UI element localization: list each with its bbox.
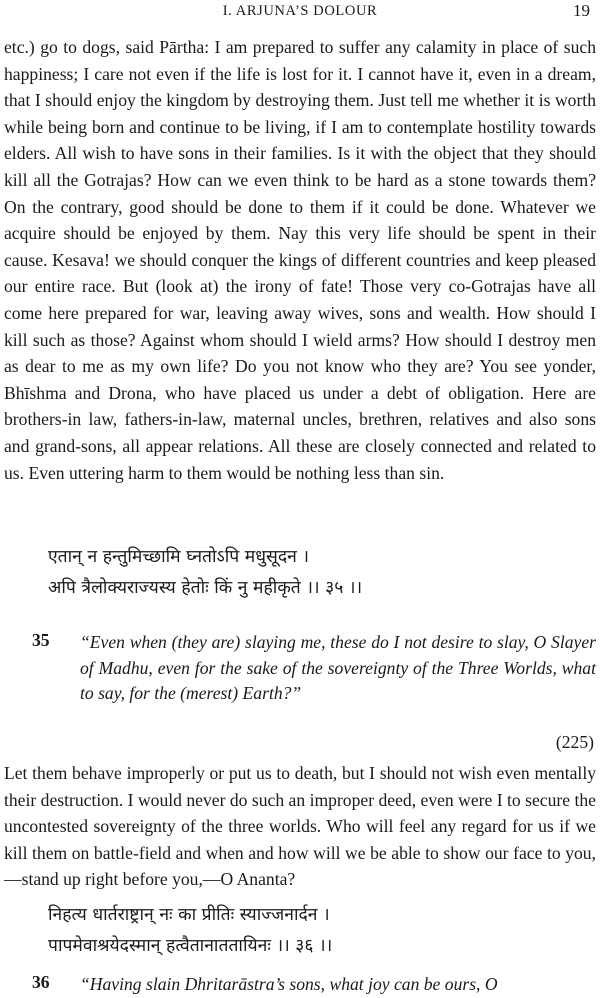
verse-line: अपि त्रैलोक्यराज्यस्य हेतोः किं नु महीकृते ।। ३५ ।।: [48, 578, 363, 598]
page-number: 19: [573, 1, 590, 20]
verse-line: एतान् न हन्तुमिच्छामि घ्नतोऽपि मधुसूदन ।: [48, 547, 310, 567]
verse-line: निहत्य धार्तराष्ट्रान् नः का प्रीतिः स्याज्जनार्दन ।: [48, 905, 330, 925]
translation-text: “Even when (they are) slaying me, these do I not desire to slay, O Slayer of Madhu, even for the sake of the sovereignty of the Three Worlds, what to say, for the (merest) Earth?”: [80, 632, 596, 703]
sanskrit-verse-36: [48, 900, 598, 962]
running-title: I. ARJUNA’S DOLOUR: [222, 3, 378, 19]
verse-number: 35: [32, 630, 50, 650]
verse-line: पापमेवाश्रयेदस्मान् हत्वैतानाततायिनः ।। ३६ ।।: [48, 936, 333, 956]
commentary-paragraph-2: Let them behave improperly or put us to death, but I should not wish even mentally their destruction. I would never do such an improper deed, even were I to secure the uncontested sovereignty of the three worlds. Who will feel any regard for us if we kill them on battle-field and when and how will we be able to show our face to you,—stand up right before you,—O Ananta?: [4, 763, 596, 890]
translation-text: “Having slain Dhritarāstra’s sons, what joy can be ours, O: [80, 974, 498, 994]
verse-number: 36: [32, 972, 50, 992]
translation-35: [0, 630, 600, 760]
ovi-reference: (225): [555, 732, 594, 752]
commentary-paragraph-1: etc.) go to dogs, said Pārtha: I am prepared to suffer any calamity in place of such happiness; I care not even if the life is lost for it. I cannot have it, even in a dream, that I should enjoy the kingdom by destroying them. Just tell me whether it is worth while being born and continue to be living, if I am to contemplate hostility towards elders. All wish to have sons in their families. Is it with the object that they should kill all the Gotrajas? How can we even think to be hard as a stone towards them? On the contrary, good should be done to them if it could be done. Whatever we acquire should be enjoyed by them. Nay this very life should be spent in their cause. Kesava! we should conquer the kings of different countries and keep pleased our entire race. But (look at) the irony of fate! Those very co-Gotrajas have all come here prepared for war, leaving away wives, sons and wealth. How should I kill such as those? Against whom should I wield arms? How should I destroy men as dear to me as my own life? Do you not know who they are? You see yonder, Bhīshma and Drona, who have placed us under a debt of obligation. Here are brothers-in law, fathers-in-law, maternal uncles, brethren, relatives and also sons and grand-sons, all appear relations. All these are closely connected and related to us. Even uttering harm to them would be nothing less than sin.: [4, 37, 596, 483]
translation-36: [0, 972, 600, 997]
page-header: [0, 0, 600, 26]
sanskrit-verse-35: [48, 542, 598, 604]
